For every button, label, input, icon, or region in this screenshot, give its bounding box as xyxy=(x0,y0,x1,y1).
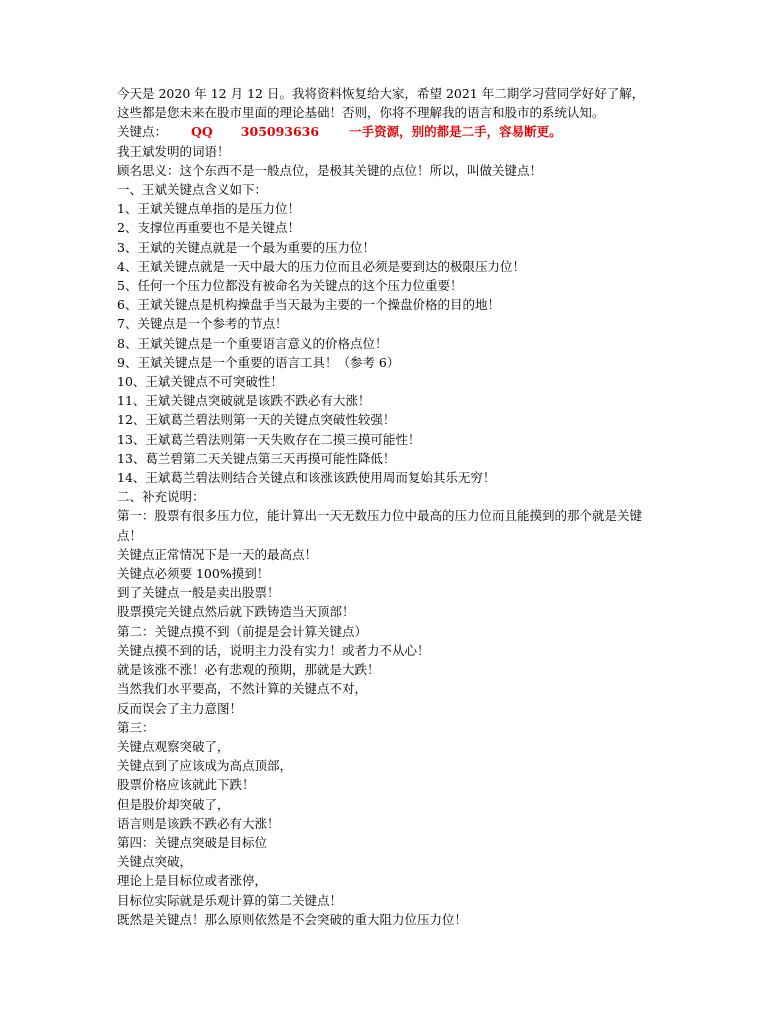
text-line: 语言则是该跌不跌必有大涨！ xyxy=(117,815,280,831)
qq-label: QQ xyxy=(191,124,213,140)
text-line: 既然是关键点！那么原则依然是不会突破的重大阻力位压力位！ xyxy=(117,911,468,927)
text-line: 当然我们水平要高，不然计算的关键点不对， xyxy=(117,681,368,697)
list-item: 12、王斌葛兰碧法则第一天的关键点突破性较强！ xyxy=(117,412,396,428)
intro-line-1: 今天是 2020 年 12 月 12 日。我将资料恢复给大家，希望 2021 年二期学习营同学好好了解， xyxy=(117,86,645,101)
text-line: 第二：关键点摸不到（前提是会计算关键点） xyxy=(117,623,368,639)
list-item: 11、王斌关键点突破就是该跌不跌必有大涨！ xyxy=(117,393,371,409)
text-line: 目标位实际就是乐观计算的第二关键点！ xyxy=(117,892,343,908)
text-line: 关键点突破， xyxy=(117,854,193,870)
text-line: 反而误会了主力意图！ xyxy=(117,700,243,716)
list-item: 1、王斌关键点单指的是压力位！ xyxy=(117,201,300,217)
text-line: 第四：关键点突破是目标位 xyxy=(117,834,268,850)
text-line: 但是股价却突破了， xyxy=(117,796,230,812)
text-line: 到了关键点一般是卖出股票！ xyxy=(117,585,280,601)
text-line: 关键点到了应该成为高点顶部， xyxy=(117,758,293,774)
list-item: 14、王斌葛兰碧法则结合关键点和该涨该跌使用周而复始其乐无穷！ xyxy=(117,470,496,486)
contact-label: 关键点： xyxy=(117,124,168,140)
list-item: 4、王斌关键点就是一天中最大的压力位而且必须是要到达的极限压力位！ xyxy=(117,258,525,274)
list-item: 7、关键点是一个参考的节点！ xyxy=(117,316,288,332)
document-page xyxy=(117,84,657,929)
list-item: 9、王斌关键点是一个重要的语言工具！（参考 6） xyxy=(117,354,400,370)
text-line: 关键点观察突破了， xyxy=(117,738,230,754)
text-line: 第三： xyxy=(117,719,155,735)
list-item: 8、王斌关键点是一个重要语言意义的价格点位！ xyxy=(117,335,388,351)
list-item: 6、王斌关键点是机构操盘手当天最为主要的一个操盘价格的目的地！ xyxy=(117,297,500,313)
qq-number: 305093636 xyxy=(240,124,320,140)
contact-line xyxy=(117,122,657,141)
list-item: 5、任何一个压力位都没有被命名为关键点的这个压力位重要！ xyxy=(117,278,463,294)
text-line: 就是该涨不涨！必有悲观的预期，那就是大跌！ xyxy=(117,662,380,678)
list-item: 2、支撑位再重要也不是关键点！ xyxy=(117,220,300,236)
text-line: 关键点正常情况下是一天的最高点！ xyxy=(117,546,318,562)
text-line: 理论上是目标位或者涨停， xyxy=(117,873,268,889)
text-line: 股票价格应该就此下跌！ xyxy=(117,777,255,793)
intro-line-2: 这些都是您未来在股市里面的理论基础！否则，你将不理解我的语言和股市的系统认知。 xyxy=(117,105,605,121)
list-item: 3、王斌的关键点就是一个最为重要的压力位！ xyxy=(117,239,375,255)
section-heading: 二、补充说明： xyxy=(117,489,205,505)
text-line: 股票摸完关键点然后就下跌铸造当天顶部！ xyxy=(117,604,355,620)
list-item: 13、王斌葛兰碧法则第一天失败存在二摸三摸可能性！ xyxy=(117,431,421,447)
text-line: 关键点摸不到的话，说明主力没有实力！或者力不从心！ xyxy=(117,642,430,658)
text-line: 顾名思义：这个东西不是一般点位，是极其关键的点位！所以，叫做关键点！ xyxy=(117,162,543,178)
list-item: 13、葛兰碧第二天关键点第三天再摸可能性降低！ xyxy=(117,450,396,466)
text-line: 关键点必须要 100%摸到！ xyxy=(117,566,270,582)
text-line: 我王斌发明的词语！ xyxy=(117,143,230,159)
text-paragraph: 第一：股票有很多压力位，能计算出一天无数压力位中最高的压力位而且能摸到的那个就是关键点！ xyxy=(117,508,643,543)
list-item: 10、王斌关键点不可突破性！ xyxy=(117,374,283,390)
source-notice: 一手资源，别的都是二手，容易断更。 xyxy=(349,124,562,140)
section-heading: 一、王斌关键点含义如下： xyxy=(117,182,268,198)
